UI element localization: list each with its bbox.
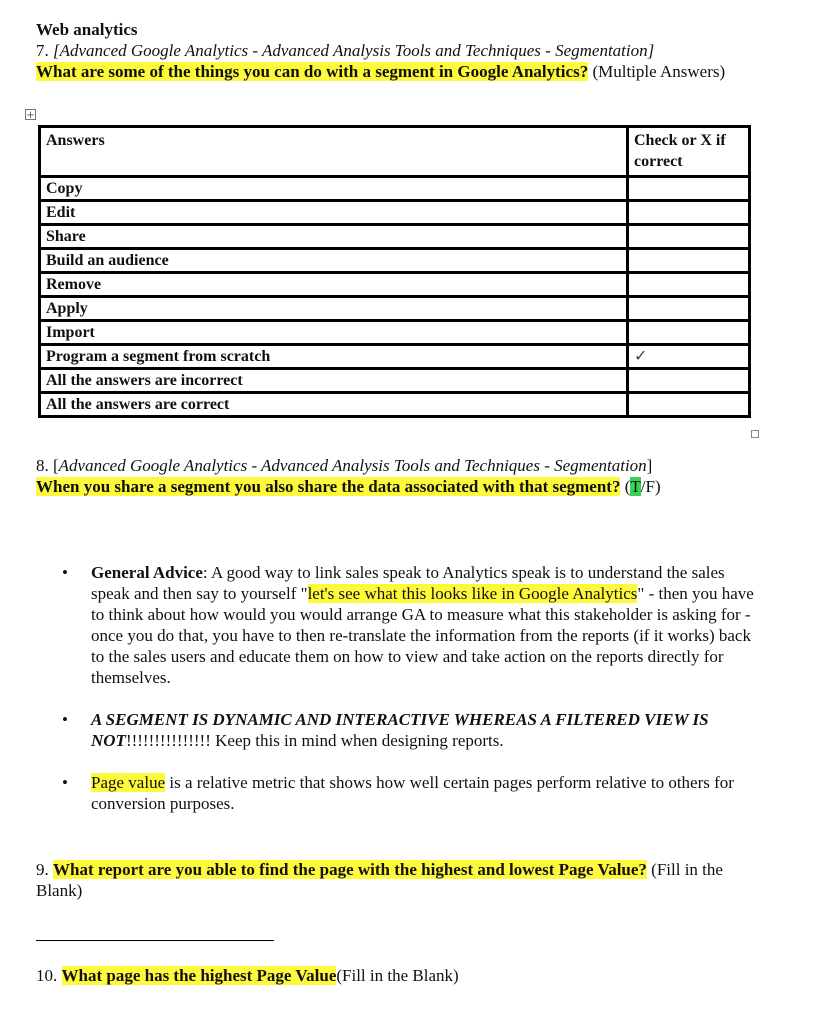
answer-cell[interactable]: Copy: [40, 177, 628, 201]
q9-line: [36, 859, 756, 901]
table-header-row: [40, 127, 750, 177]
answer-cell[interactable]: Apply: [40, 297, 628, 321]
table-row: [40, 177, 750, 201]
q10-number: 10.: [36, 966, 58, 985]
answer-cell[interactable]: Edit: [40, 201, 628, 225]
q7-category: [Advanced Google Analytics - Advanced Analysis Tools and Techniques - Segmentation]: [53, 41, 655, 60]
check-cell[interactable]: [628, 201, 750, 225]
advice-text: Keep this in mind when designing reports.: [210, 731, 504, 750]
q9-number: 9.: [36, 860, 49, 879]
advice-highlight: let's see what this looks like in Google Analytics: [307, 584, 638, 603]
q8-answer-open: (: [624, 477, 631, 496]
answer-cell[interactable]: Remove: [40, 273, 628, 297]
q8-category-close: ]: [646, 456, 653, 475]
advice-text: " - then you have to think about how would you would arrange GA to measure what this stakeholder is asking for - once you do that, you have to then re-translate the information from the reports (if it works) back to the sales users and educate them on how to view and take action on the reports directly for themselves.: [91, 584, 754, 687]
q8-category-open: [: [53, 456, 59, 475]
table-row: [40, 249, 750, 273]
q8-answer: [625, 477, 661, 496]
answer-cell[interactable]: Program a segment from scratch: [40, 345, 628, 369]
table-row: [40, 393, 750, 417]
q8-number: 8.: [36, 456, 49, 475]
q10-question: What page has the highest Page Value: [61, 966, 337, 985]
q8-question-line: [36, 476, 661, 497]
q10-line: [36, 965, 459, 986]
table-row: [40, 201, 750, 225]
answer-cell[interactable]: All the answers are correct: [40, 393, 628, 417]
check-cell[interactable]: [628, 177, 750, 201]
answer-cell[interactable]: Build an audience: [40, 249, 628, 273]
q10-type: (Fill in the Blank): [336, 966, 459, 985]
check-cell[interactable]: [628, 273, 750, 297]
check-cell[interactable]: [628, 249, 750, 273]
header-check: Check or X if correct: [628, 127, 750, 177]
page-value-highlight: Page value: [91, 773, 166, 792]
q8-header: [36, 455, 652, 476]
bullet-icon: •: [62, 773, 68, 792]
q8-answer-rest: /F): [640, 477, 661, 496]
q7-question: What are some of the things you can do with a segment in Google Analytics?: [36, 62, 589, 81]
q7-type: (Multiple Answers): [592, 62, 726, 81]
bullet-icon: •: [62, 563, 68, 582]
exclamations: !!!!!!!!!!!!!!!: [125, 731, 211, 750]
answer-cell[interactable]: Import: [40, 321, 628, 345]
q9-question: What report are you able to find the page with the highest and lowest Page Value?: [53, 860, 647, 879]
q9-type: (Fill in the Blank): [36, 860, 723, 900]
advice-text: : A good way to link sales speak to Analytics speak is to understand the sales speak and then say to yourself ": [91, 563, 725, 603]
q7-number: 7.: [36, 41, 49, 60]
list-item: [36, 562, 756, 688]
table-row: [40, 273, 750, 297]
check-cell[interactable]: [628, 321, 750, 345]
advice-label: General Advice: [91, 563, 203, 582]
check-cell[interactable]: [628, 225, 750, 249]
q7-question-line: [36, 61, 756, 82]
bullet-icon: •: [62, 710, 68, 729]
document-title: Web analytics: [36, 20, 138, 39]
table-row: [40, 369, 750, 393]
advice-list: [36, 562, 756, 835]
header-answers: Answers: [40, 127, 628, 177]
check-cell[interactable]: [628, 369, 750, 393]
check-cell[interactable]: [628, 393, 750, 417]
answers-table: [38, 125, 751, 418]
list-item: [36, 772, 756, 814]
q8-answer-true: T: [630, 477, 641, 496]
list-item: [36, 709, 756, 751]
advice-text: is a relative metric that shows how well certain pages perform relative to others for conversion purposes.: [91, 773, 734, 813]
segment-emphasis: A SEGMENT IS DYNAMIC AND INTERACTIVE WHEREAS A FILTERED VIEW IS NOT: [91, 710, 709, 750]
table-row: [40, 345, 750, 369]
table-resize-handle[interactable]: [751, 430, 759, 438]
table-move-handle-icon[interactable]: +: [26, 110, 35, 121]
answer-cell[interactable]: All the answers are incorrect: [40, 369, 628, 393]
table-row: [40, 321, 750, 345]
answer-cell[interactable]: Share: [40, 225, 628, 249]
check-cell[interactable]: [628, 297, 750, 321]
q9-answer-blank[interactable]: [36, 940, 274, 941]
q7-header: [36, 40, 654, 61]
table-row: [40, 297, 750, 321]
check-mark-icon[interactable]: ✓: [628, 345, 750, 369]
q8-category: Advanced Google Analytics - Advanced Analysis Tools and Techniques - Segmentation: [58, 456, 647, 475]
table-row: [40, 225, 750, 249]
q8-question: When you share a segment you also share the data associated with that segment?: [36, 477, 621, 496]
